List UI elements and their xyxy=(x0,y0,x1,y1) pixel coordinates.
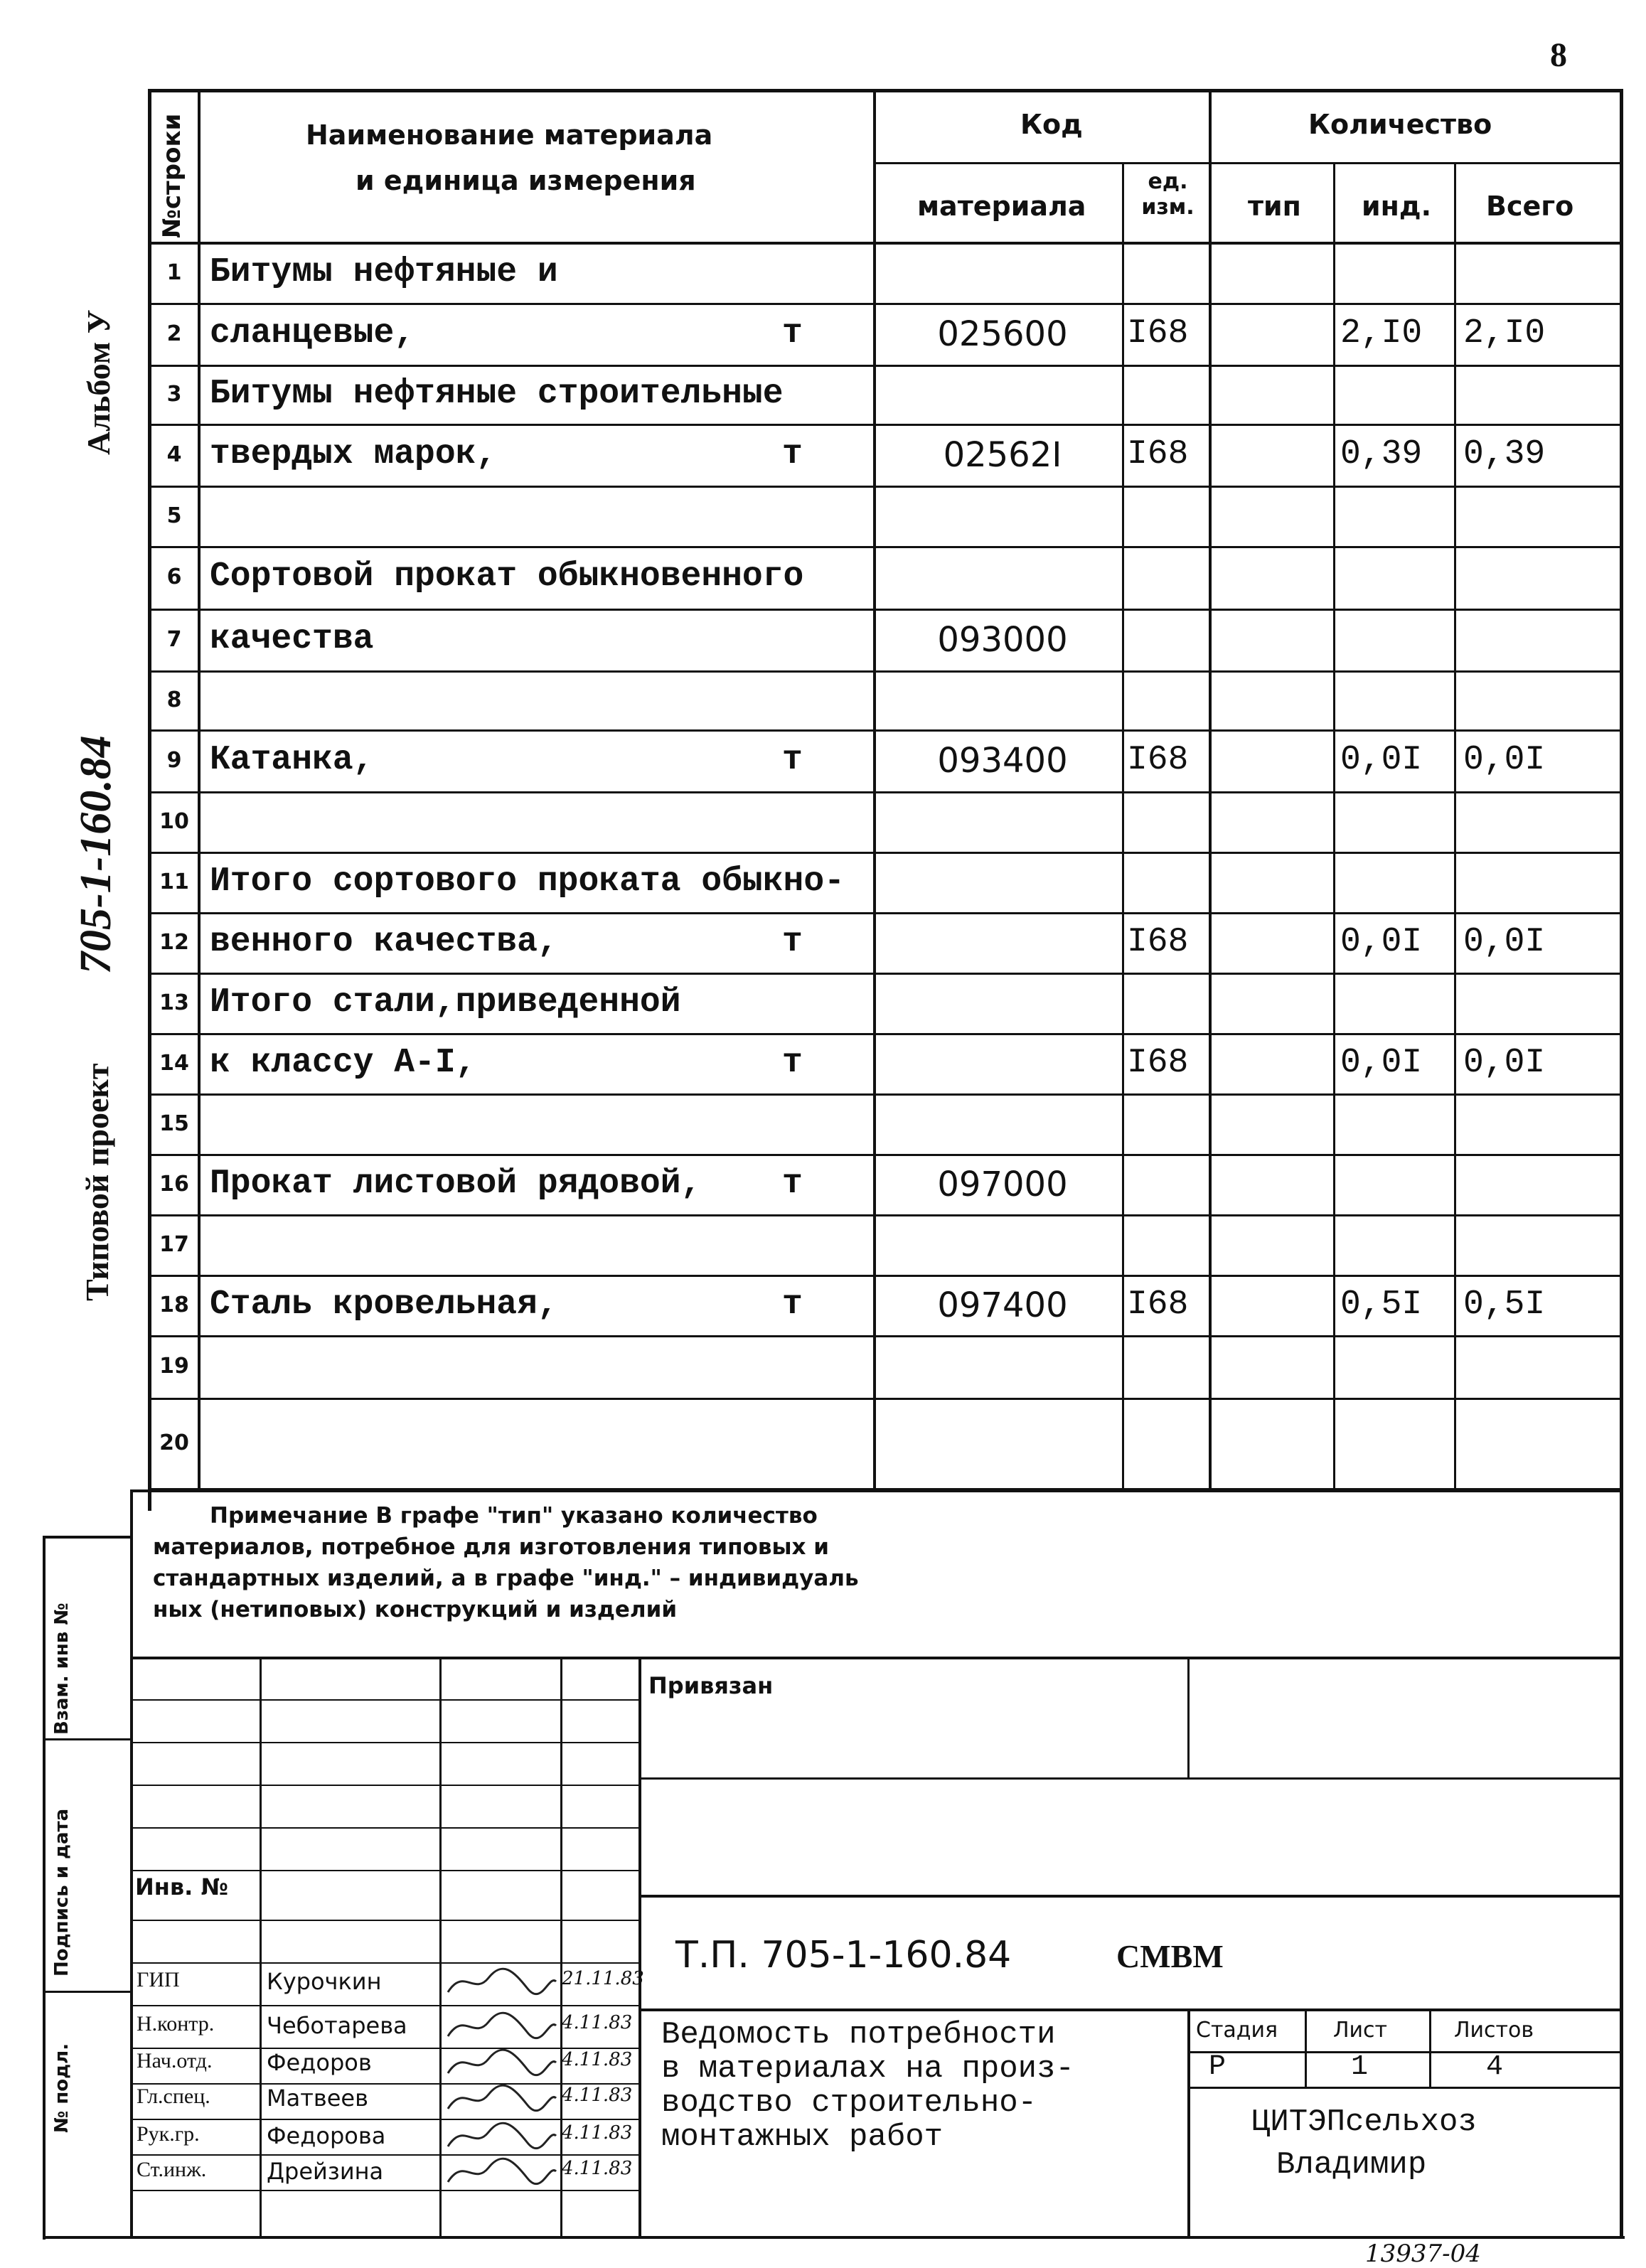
signer-date: 4.11.83 xyxy=(562,2122,633,2144)
row-unit: т xyxy=(782,314,803,353)
row-ed: I68 xyxy=(1127,434,1189,474)
row-code: 093000 xyxy=(937,619,1068,660)
page-number: 8 xyxy=(1550,36,1567,74)
signer-role: Рук.гр. xyxy=(137,2122,200,2146)
sheet-title-line: в материалах на произ- xyxy=(661,2051,1074,2087)
row-ind: 0,0I xyxy=(1340,922,1423,961)
row-ind: 0,0I xyxy=(1340,1043,1423,1082)
doc-code: Т.П. 705-1-160.84 xyxy=(675,1934,1012,1977)
row-unit: т xyxy=(782,1285,803,1324)
signer-role: Гл.спец. xyxy=(137,2085,210,2108)
row-name: Катанка, xyxy=(210,740,374,779)
signer-role: Нач.отд. xyxy=(137,2049,213,2072)
row-name: Итого сортового проката обыкно- xyxy=(210,862,845,901)
row-unit: т xyxy=(782,740,803,779)
inv-no-label: Инв. № xyxy=(135,1873,228,1900)
sheet-label: Лист xyxy=(1333,2018,1388,2043)
signature-scribble xyxy=(442,2080,560,2116)
row-total: 0,39 xyxy=(1463,434,1546,474)
row-ed: I68 xyxy=(1127,1285,1189,1324)
sheet-title-line: монтажных работ xyxy=(661,2119,944,2155)
signer-name: Матвеев xyxy=(267,2085,368,2112)
row-total: 2,I0 xyxy=(1463,314,1546,353)
signer-name: Федорова xyxy=(267,2122,386,2149)
signer-name: Курочкин xyxy=(267,1968,382,1995)
stage-value: Р xyxy=(1209,2051,1227,2083)
row-name: твердых марок, xyxy=(210,434,497,474)
header-qty-typ: тип xyxy=(1248,191,1301,222)
row-number: 7 xyxy=(166,626,182,652)
row-number: 19 xyxy=(159,1354,189,1379)
signer-date: 4.11.83 xyxy=(562,2085,633,2106)
row-ed: I68 xyxy=(1127,922,1189,961)
signer-name: Дрейзина xyxy=(267,2158,384,2185)
row-number: 12 xyxy=(159,929,189,955)
row-name: Сталь кровельная, xyxy=(210,1285,558,1324)
row-number: 4 xyxy=(166,442,182,467)
header-qty-total: Всего xyxy=(1486,191,1574,222)
row-number: 15 xyxy=(159,1111,189,1136)
signer-date: 4.11.83 xyxy=(562,2012,633,2033)
note-line: стандартных изделий, а в графе "инд." – индивидуаль xyxy=(153,1566,859,1591)
row-ind: 0,39 xyxy=(1340,434,1423,474)
sheet-title-line: Ведомость потребности xyxy=(661,2017,1056,2053)
signer-date: 4.11.83 xyxy=(562,2158,633,2179)
row-code: 093400 xyxy=(937,740,1068,781)
signature-scribble xyxy=(442,2008,560,2043)
row-number: 11 xyxy=(159,869,189,894)
row-unit: т xyxy=(782,1043,803,1082)
note-line: материалов, потребное для изготовления типовых и xyxy=(153,1534,830,1560)
privyazan-label: Привязан xyxy=(648,1672,774,1699)
side-project-code: 705-1-160.84 xyxy=(72,735,120,974)
row-total: 0,0I xyxy=(1463,1043,1546,1082)
sheet-title xyxy=(661,2018,1074,2154)
album-label: Альбом У xyxy=(80,309,117,455)
row-ind: 0,0I xyxy=(1340,740,1423,779)
row-name: к классу А-I, xyxy=(210,1043,476,1082)
row-number: 8 xyxy=(166,687,182,712)
signer-role: Н.контр. xyxy=(137,2012,215,2036)
row-number: 16 xyxy=(159,1171,189,1197)
row-total: 0,5I xyxy=(1463,1285,1546,1324)
note-line: Примечание В графе "тип" указано количество xyxy=(210,1503,818,1529)
row-name: качества xyxy=(210,619,374,658)
row-name: венного качества, xyxy=(210,922,558,961)
row-number: 20 xyxy=(159,1430,189,1455)
signer-date: 4.11.83 xyxy=(562,2049,633,2070)
row-code: 025600 xyxy=(937,314,1068,354)
header-row-number: №строки xyxy=(158,113,186,238)
org-line1: ЦИТЭПсельхоз xyxy=(1251,2104,1477,2140)
row-ed: I68 xyxy=(1127,1043,1189,1082)
stage-label: Стадия xyxy=(1196,2018,1278,2043)
row-name: Прокат листовой рядовой, xyxy=(210,1164,702,1203)
row-total: 0,0I xyxy=(1463,740,1546,779)
sheet-title-line: водство строительно- xyxy=(661,2085,1037,2121)
signature-scribble xyxy=(442,2118,560,2154)
side-project-label: Типовой проект xyxy=(79,1063,115,1301)
row-number: 17 xyxy=(159,1231,189,1257)
note-block xyxy=(153,1500,859,1625)
header-qty-ind: инд. xyxy=(1362,191,1432,222)
org-line2: Владимир xyxy=(1276,2147,1427,2183)
row-number: 13 xyxy=(159,990,189,1015)
row-number: 14 xyxy=(159,1050,189,1076)
stamp-side-label-3: № подл. xyxy=(51,2043,73,2133)
signer-role: Ст.инж. xyxy=(137,2158,207,2181)
row-number: 10 xyxy=(159,808,189,834)
row-unit: т xyxy=(782,434,803,474)
signer-name: Чеботарева xyxy=(267,2012,407,2039)
stamp-side-label-1: Взам. инв № xyxy=(51,1603,73,1735)
row-total: 0,0I xyxy=(1463,922,1546,961)
sheet-value: 1 xyxy=(1351,2051,1369,2083)
signer-date: 21.11.83 xyxy=(562,1968,644,1989)
note-line: ных (нетиповых) конструкций и изделий xyxy=(153,1597,678,1622)
row-ed: I68 xyxy=(1127,314,1189,353)
header-code-material: материала xyxy=(917,191,1086,222)
row-ind: 2,I0 xyxy=(1340,314,1423,353)
stamp-side-label-2: Подпись и дата xyxy=(51,1808,73,1977)
header-code-unit: ед. изм. xyxy=(1141,169,1195,220)
row-number: 2 xyxy=(166,321,182,346)
header-name-line2: и единица измерения xyxy=(356,165,696,196)
row-ed: I68 xyxy=(1127,740,1189,779)
signature-scribble xyxy=(442,2154,560,2189)
row-name: Битумы нефтяные и xyxy=(210,253,558,291)
doc-mark: СМВМ xyxy=(1116,1938,1224,1974)
row-name: сланцевые, xyxy=(210,314,415,353)
signer-name: Федоров xyxy=(267,2049,372,2076)
row-number: 18 xyxy=(159,1292,189,1317)
row-code: 097400 xyxy=(937,1285,1068,1325)
row-number: 1 xyxy=(166,260,182,285)
header-quantity: Количество xyxy=(1308,109,1492,140)
row-code: 02562I xyxy=(943,434,1062,475)
footer-number: 13937-04 xyxy=(1365,2240,1481,2268)
row-unit: т xyxy=(782,922,803,961)
row-name: Сортовой прокат обыкновенного xyxy=(210,557,804,596)
row-number: 9 xyxy=(166,747,182,773)
sheets-value: 4 xyxy=(1486,2051,1504,2083)
sheets-label: Листов xyxy=(1454,2018,1534,2043)
row-number: 5 xyxy=(166,503,182,528)
row-name: Итого стали,приведенной xyxy=(210,983,681,1022)
row-number: 3 xyxy=(166,381,182,407)
row-number: 6 xyxy=(166,565,182,589)
row-unit: т xyxy=(782,1164,803,1203)
signer-role: ГИП xyxy=(137,1968,180,1991)
row-ind: 0,5I xyxy=(1340,1285,1423,1324)
header-name-line1: Наименование материала xyxy=(306,119,713,151)
row-name: Битумы нефтяные строительные xyxy=(210,374,784,413)
signature-scribble xyxy=(442,2045,560,2080)
signature-scribble xyxy=(442,1964,560,1999)
row-code: 097000 xyxy=(937,1164,1068,1204)
header-code: Код xyxy=(1020,109,1083,140)
